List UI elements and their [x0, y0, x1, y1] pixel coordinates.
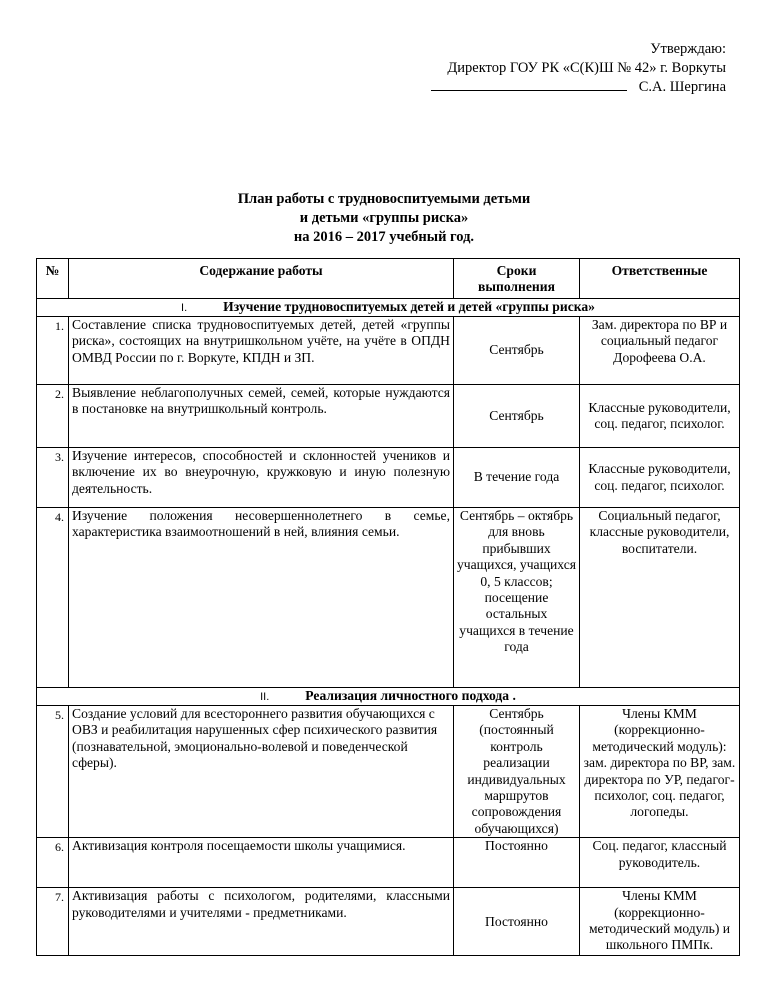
table-row — [37, 385, 740, 448]
row-number: 2. — [37, 385, 69, 448]
row-responsible: Члены КММ (коррекционно-методический модуль): зам. директора по ВР, зам. директора по УР, педагог- психолог, соц. педагог, логопеды. — [580, 706, 740, 838]
signature-blank — [431, 78, 627, 91]
row-responsible: Зам. директора по ВР и социальный педагог Дорофеева О.А. — [580, 317, 740, 385]
section-2-title: Реализация личностного подхода . — [305, 688, 516, 703]
row-terms: В течение года — [454, 448, 580, 508]
approval-block — [431, 40, 726, 97]
section-1-title: Изучение трудновоспитуемых детей и детей «группы риска» — [223, 299, 595, 314]
row-responsible: Социальный педагог, классные руководители, воспитатели. — [580, 508, 740, 688]
table-row — [37, 508, 740, 688]
row-terms: Сентябрь – октябрь для вновь прибывших учащихся, учащихся 0, 5 классов; посещение остальных учащихся в течение года — [454, 508, 580, 688]
director-name: С.А. Шергина — [638, 79, 726, 95]
row-number: 1. — [37, 317, 69, 385]
row-responsible: Соц. педагог, классный руководитель. — [580, 838, 740, 888]
section-2-number: II. — [260, 691, 270, 703]
row-content: Активизация работы с психологом, родителями, классными руководителями и учителями - предметниками. — [69, 888, 454, 956]
row-number: 4. — [37, 508, 69, 688]
row-content: Создание условий для всестороннего развития обучающихся с ОВЗ и реабилитация нарушенных сфер психического развития (познавательной, эмоционально-волевой и поведенческой сферы). — [69, 706, 454, 838]
row-content: Выявление неблагополучных семей, семей, которые нуждаются в постановке на внутришкольный контроль. — [69, 385, 454, 448]
document-title — [0, 190, 768, 247]
row-number: 7. — [37, 888, 69, 956]
row-number: 3. — [37, 448, 69, 508]
table-row — [37, 888, 740, 956]
header-content: Содержание работы — [69, 259, 454, 299]
row-content: Изучение положения несовершеннолетнего в семье, характеристика взаимоотношений в ней, влияния семьи. — [69, 508, 454, 688]
row-terms: Постоянно — [454, 888, 580, 956]
director-position: Директор ГОУ РК «С(К)Ш № 42» г. Воркуты — [447, 60, 726, 76]
row-responsible: Классные руководители, соц. педагог, психолог. — [580, 448, 740, 508]
table-row — [37, 838, 740, 888]
row-terms: Сентябрь — [454, 385, 580, 448]
section-1-number: I. — [181, 302, 188, 314]
row-terms: Сентябрь — [454, 317, 580, 385]
title-line-2: и детьми «группы риска» — [299, 210, 469, 226]
header-responsible: Ответственные — [580, 259, 740, 299]
row-terms: Постоянно — [454, 838, 580, 888]
table-row — [37, 317, 740, 385]
row-content: Активизация контроля посещаемости школы учащимися. — [69, 838, 454, 888]
row-content: Составление списка трудновоспитуемых детей, детей «группы риска», состоящих на внутришкольном учёте, на учёте в ОПДН ОМВД России по г. Воркуте, КПДН и ЗП. — [69, 317, 454, 385]
header-num: № — [37, 259, 69, 299]
header-terms: Сроки выполнения — [454, 259, 580, 299]
table-row — [37, 448, 740, 508]
table-row — [37, 706, 740, 838]
title-line-1: План работы с трудновоспитуемыми детьми — [237, 191, 531, 207]
title-line-3: на 2016 – 2017 учебный год. — [293, 229, 475, 245]
section-row-1 — [37, 299, 740, 317]
row-responsible: Классные руководители, соц. педагог, психолог. — [580, 385, 740, 448]
row-terms: Сентябрь (постоянный контроль реализации индивидуальных маршрутов сопровождения обучающихся) — [454, 706, 580, 838]
approval-label: Утверждаю: — [650, 41, 726, 57]
row-responsible: Члены КММ (коррекционно-методический модуль) и школьного ПМПк. — [580, 888, 740, 956]
table-header-row — [37, 259, 740, 299]
section-row-2 — [37, 688, 740, 706]
row-number: 6. — [37, 838, 69, 888]
row-number: 5. — [37, 706, 69, 838]
signature-line — [431, 78, 726, 97]
work-plan-table — [36, 258, 740, 956]
row-content: Изучение интересов, способностей и склонностей учеников и включение их во внеурочную, кружковую и иную полезную деятельность. — [69, 448, 454, 508]
